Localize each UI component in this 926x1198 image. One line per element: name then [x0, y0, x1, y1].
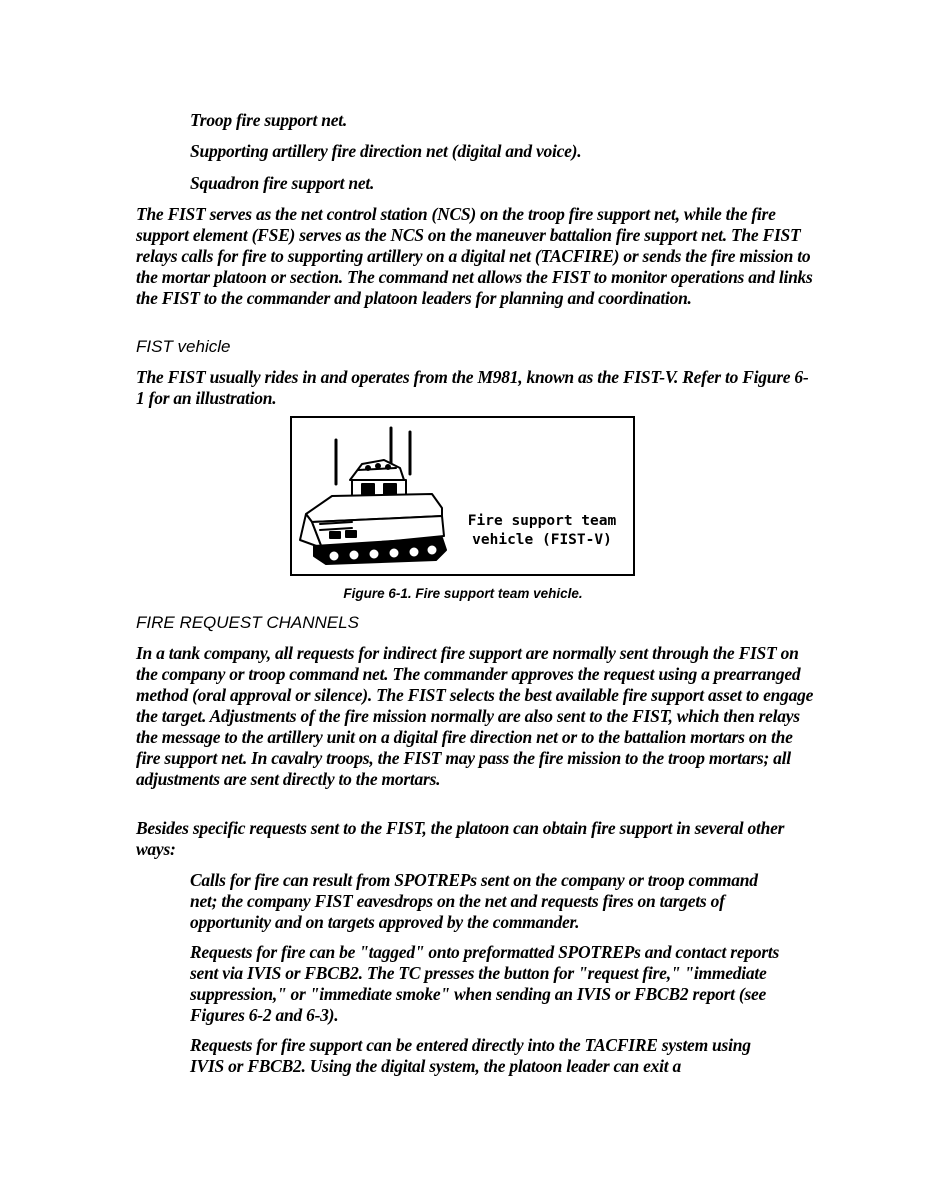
- figure-label-line2: vehicle (FIST-V): [472, 532, 612, 548]
- list-item-tagged-requests: Requests for fire can be "tagged" onto preformatted SPOTREPs and contact reports sent via IVIS or FBCB2. The TC presses the button for "request fire," "immediate suppression," or "immediate smoke" when sending an IVIS or FBCB2 report (see Figures 6-2 and 6-3).: [190, 942, 780, 1025]
- list-item-tacfire: Requests for fire support can be entered directly into the TACFIRE system using IVIS or FBCB2. Using the digital system, the platoon leader can exit a: [190, 1035, 751, 1076]
- figure-label: [456, 512, 628, 550]
- paragraph-besides: Besides specific requests sent to the FIST, the platoon can obtain fire support in several other ways:: [136, 818, 785, 859]
- paragraph-fire-request-channels: In a tank company, all requests for indirect fire support are normally sent through the FIST on the company or troop command net. The commander approves the request using a prearranged method (oral approval or silence). The FIST selects the best available fire support asset to engage the target. Adjustments of the fire mission normally are also sent to the FIST, which then relays the message to the artillery unit on a digital fire direction net or to the battalion mortars on the fire support net. In cavalry troops, the FIST may pass the fire mission to the troop mortars; all adjustments are sent directly to the mortars.: [136, 643, 814, 789]
- figure-caption: Figure 6-1. Fire support team vehicle.: [343, 586, 583, 601]
- paragraph-fist-ncs: The FIST serves as the net control station (NCS) on the troop fire support net, while the fire support element (FSE) serves as the NCS on the maneuver battalion fire support net. The FIST relays calls for fire to supporting artillery on a digital net (TACFIRE) or sends the fire mission to the mortar platoon or section. The command net allows the FIST to monitor operations and links the FIST to the commander and platoon leaders for planning and coordination.: [136, 204, 813, 308]
- figure-fist-v: [290, 416, 635, 576]
- figure-label-line1: Fire support team: [467, 513, 617, 529]
- heading-fist-vehicle: FIST vehicle: [136, 337, 231, 356]
- list-item-squadron-net: Squadron fire support net.: [190, 173, 375, 193]
- fist-vehicle-illustration: [292, 418, 456, 574]
- list-item-artillery-net: Supporting artillery fire direction net (digital and voice).: [190, 141, 582, 161]
- paragraph-fist-vehicle: The FIST usually rides in and operates from the M981, known as the FIST-V. Refer to Figure 6-1 for an illustration.: [136, 367, 809, 408]
- list-item-spotreps: Calls for fire can result from SPOTREPs sent on the company or troop command net; the company FIST eavesdrops on the net and requests fires on targets of opportunity and on targets approved by the commander.: [190, 870, 758, 932]
- heading-fire-request-channels: FIRE REQUEST CHANNELS: [136, 613, 359, 632]
- list-item-troop-net: Troop fire support net.: [190, 110, 347, 130]
